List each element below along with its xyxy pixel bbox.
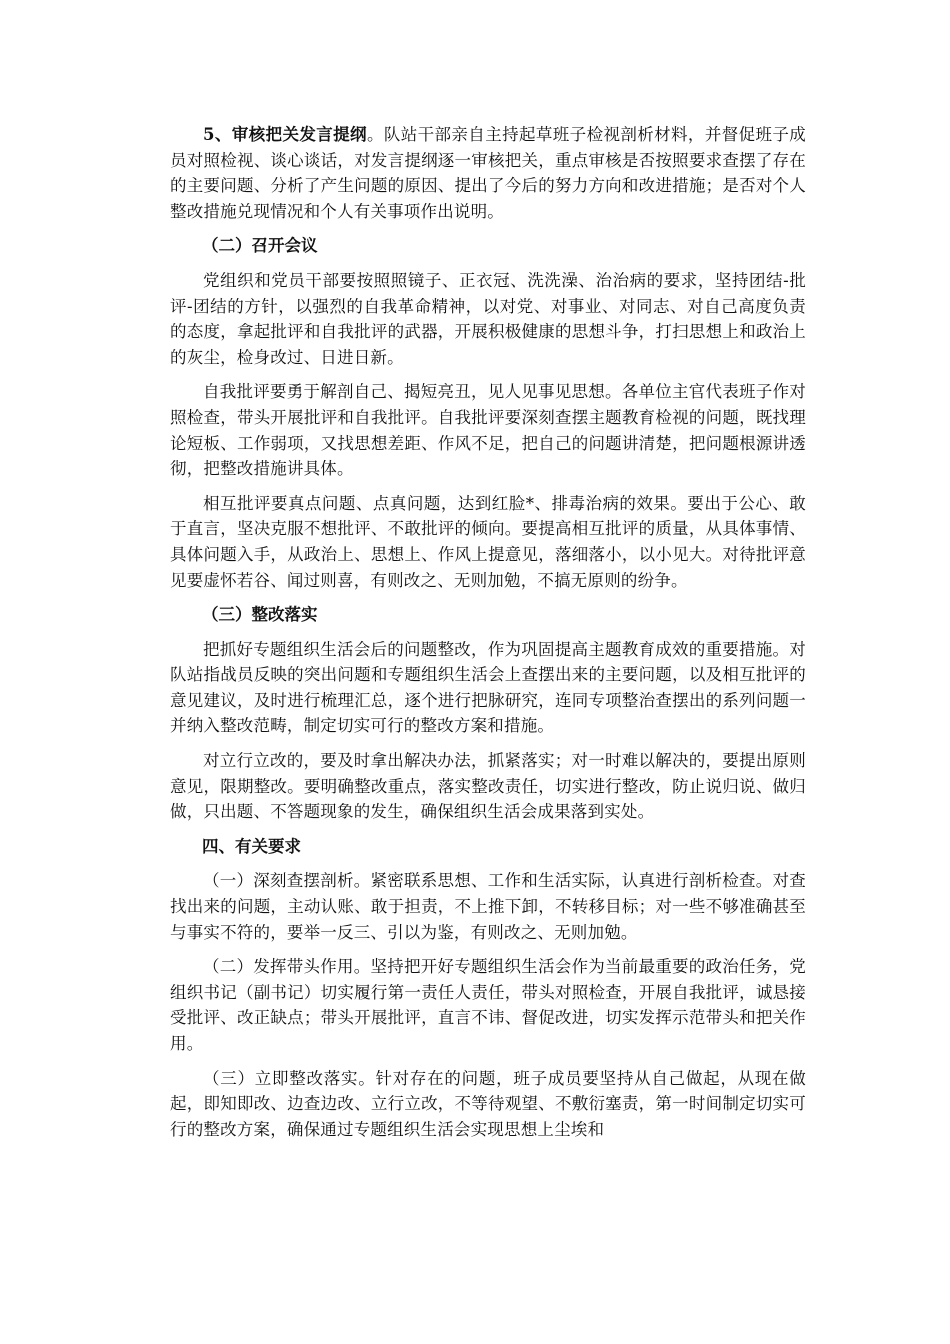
paragraph-review-outline: [170, 122, 806, 224]
paragraph-self-criticism: 自我批评要勇于解剖自己、揭短亮丑，见人见事见思想。各单位主官代表班子作对照检查，带头开展批评和自我批评。自我批评要深刻查摆主题教育检视的问题，既找理论短板、工作弱项，又找思想差距、作风不足，把自己的问题讲清楚，把问题根源讲透彻，把整改措施讲具体。: [170, 382, 806, 479]
paragraph-lead-bold: 5、审核把关发言提纲: [203, 125, 367, 144]
paragraph-meeting-intro: 党组织和党员干部要按照照镜子、正衣冠、洗洗澡、治治病的要求，坚持团结-批评-团结的方针，以强烈的自我革命精神，以对党、对事业、对同志、对自己高度负责的态度，拿起批评和自我批评的武器，开展积极健康的思想斗争，打扫思想上和政治上的灰尘，检身改过、日进日新。: [170, 270, 806, 367]
paragraph-body: 。队站干部亲自主持起草班子检视剖析材料，并督促班子成员对照检视、谈心谈话，对发言提纲逐一审核把关，重点审核是否按照要求查摆了存在的主要问题、分析了产生问题的原因、提出了今后的努力方向和改进措施；是否对个人整改措施兑现情况和个人有关事项作出说明。: [170, 125, 807, 221]
document-body: [170, 122, 806, 1151]
paragraph-requirement-3: （三）立即整改落实。针对存在的问题，班子成员要坚持从自己做起，从现在做起，即知即改、边查边改、立行立改，不等待观望、不敷衍塞责，第一时间制定切实可行的整改方案，确保通过专题组织生活会实现思想上尘埃和: [170, 1068, 806, 1139]
paragraph-mutual-criticism: 相互批评要真点问题、点真问题，达到红脸*、排毒治病的效果。要出于公心、敢于直言，坚决克服不想批评、不敢批评的倾向。要提高相互批评的质量，从具体事情、具体问题入手，从政治上、思想上、作风上提意见，落细落小，以小见大。对待批评意见要虚怀若谷、闻过则喜，有则改之、无则加勉，不搞无原则的纷争。: [170, 493, 806, 590]
paragraph-rectification-measures: 把抓好专题组织生活会后的问题整改，作为巩固提高主题教育成效的重要措施。对队站指战员反映的突出问题和专题组织生活会上查摆出来的主要问题，以及相互批评的意见建议，及时进行梳理汇总，逐个进行把脉研究，连同专项整治查摆出的系列问题一并纳入整改范畴，制定切实可行的整改方案和措施。: [170, 639, 806, 736]
paragraph-requirement-1: （一）深刻查摆剖析。紧密联系思想、工作和生活实际，认真进行剖析检查。对查找出来的问题，主动认账、敢于担责，不上推下卸，不转移目标；对一些不够准确甚至与事实不符的，要举一反三、引以为鉴，有则改之、无则加勉。: [170, 871, 806, 942]
section-heading-rectification: （三）整改落实: [202, 605, 318, 625]
section-heading-meeting: （二）召开会议: [202, 236, 318, 256]
section-heading-requirements: 四、有关要求: [202, 836, 301, 856]
paragraph-requirement-2: （二）发挥带头作用。坚持把开好专题组织生活会作为当前最重要的政治任务，党组织书记（副书记）切实履行第一责任人责任，带头对照检查，开展自我批评，诚恳接受批评、改正缺点；带头开展批评，直言不讳、督促改进，切实发挥示范带头和把关作用。: [170, 957, 806, 1053]
paragraph-immediate-rectification: 对立行立改的，要及时拿出解决办法，抓紧落实；对一时难以解决的，要提出原则意见，限期整改。要明确整改重点，落实整改责任，切实进行整改，防止说归说、做归做，只出题、不答题现象的发生，确保组织生活会成果落到实处。: [170, 751, 806, 822]
